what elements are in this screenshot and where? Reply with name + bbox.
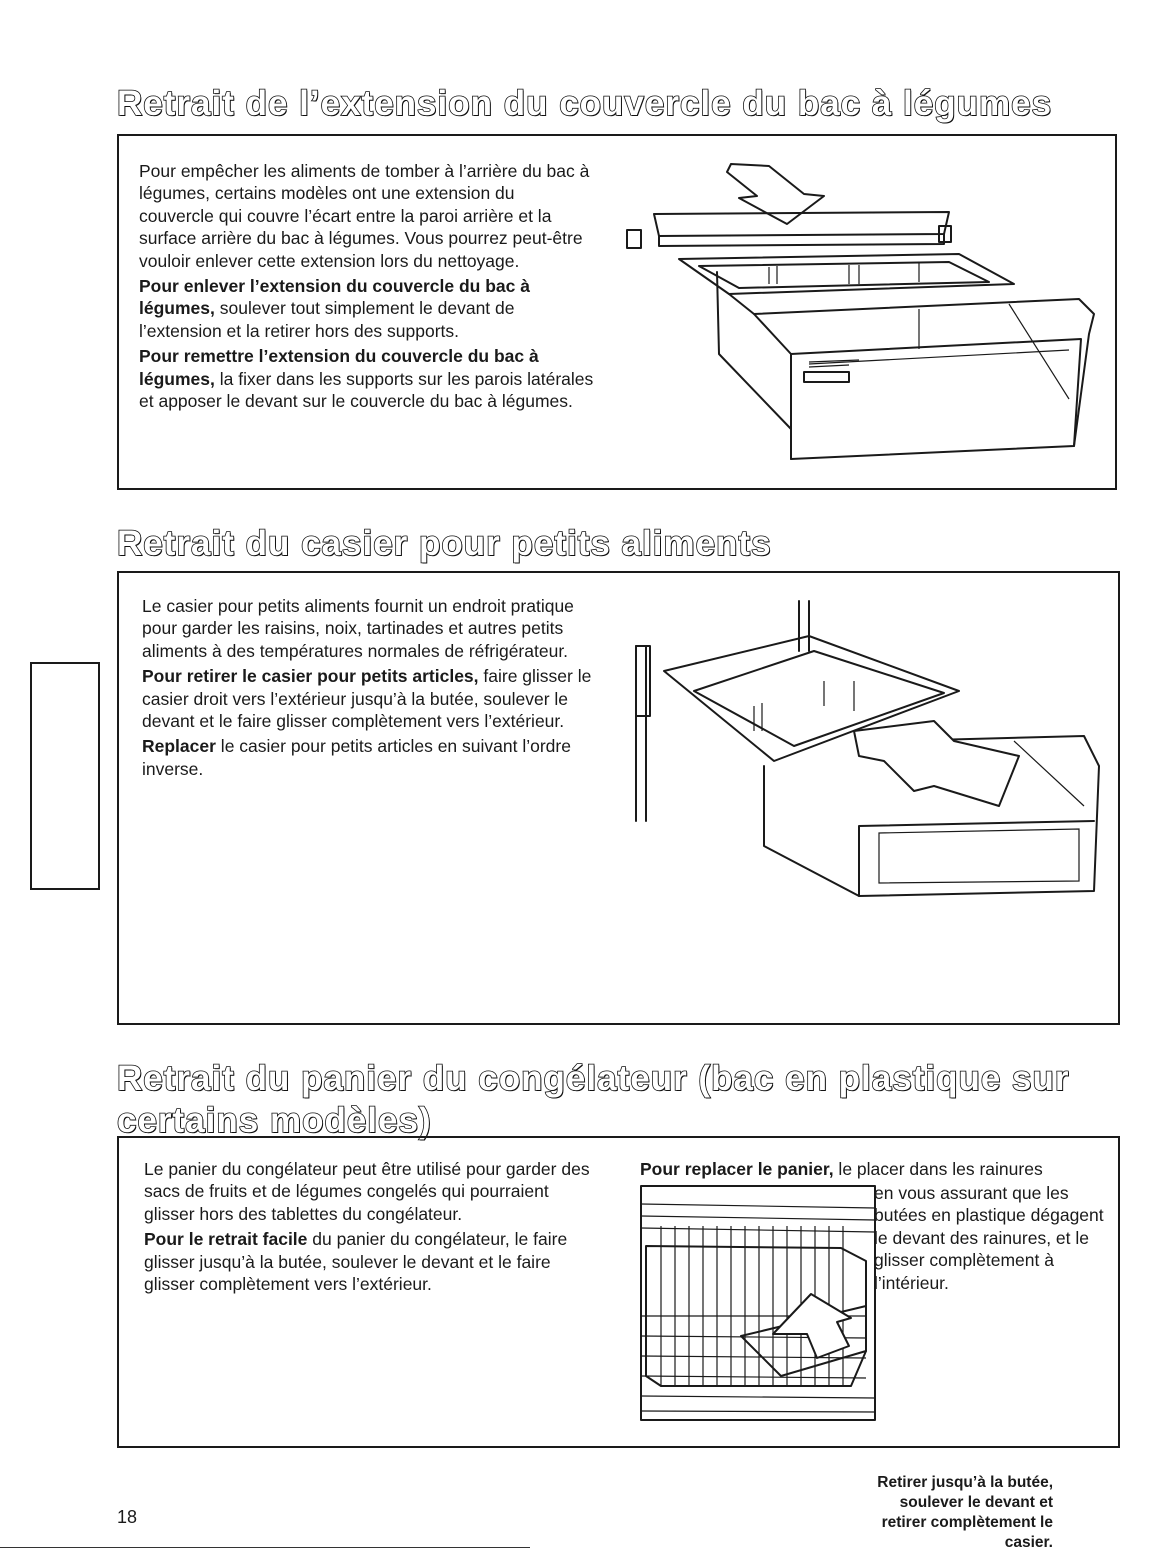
remove-instruction [139, 275, 594, 342]
remove-text: soulever tout simplement le devant de l’extension et la retirer hors des supports. [139, 298, 515, 341]
intro-paragraph: Pour empêcher les aliments de tomber à l’arrière du bac à légumes, certains modèles ont une extension du couvercle qui couvre l’écart entre la paroi arrière et la surface arrière du bac à légumes. Vous pourrez peut-être vouloir enlever cette extension lors du nettoyage. [139, 161, 590, 271]
replace-text-rest: en vous assurant que les butées en plastique dégagent le devant des rainures, et le glisser complètement à l’intérieur. [874, 1183, 1104, 1293]
section-text [139, 160, 594, 415]
remove-heading: Pour retirer le casier pour petits articles, [142, 666, 479, 687]
snack-pan-illustration [624, 591, 1104, 921]
crisper-cover-illustration [619, 154, 1109, 474]
page-number: 18 [117, 1507, 138, 1527]
remove-text: faire glisser le casier droit vers l’extérieur jusqu’à la butée, soulever le devant et le faire glisser complètement vers l’extérieur. [142, 666, 592, 732]
replace-heading: Replacer [142, 736, 216, 757]
intro-paragraph: Le casier pour petits aliments fournit un endroit pratique pour garder les raisins, noix, tartinades et autres petits aliments à des températures normales de réfrigérateur. [142, 596, 574, 661]
remove-text: du panier du congélateur, le faire glisser jusqu’à la butée, soulever le devant et le faire glisser complètement vers l’extérieur. [144, 1229, 568, 1295]
remove-heading: Pour le retrait facile [144, 1229, 308, 1250]
footer-rule [0, 1547, 530, 1548]
side-tab-marker [30, 662, 100, 890]
section-box-crisper-cover-extension [117, 134, 1117, 490]
remove-heading: Pour enlever l’extension du couvercle du bac à légumes, [139, 276, 530, 319]
remove-instruction [142, 665, 592, 732]
replace-heading: Pour remettre l’extension du couvercle du bac à légumes, [139, 346, 539, 389]
title-line-2: certains modèles) [117, 1101, 432, 1140]
replace-instruction [640, 1158, 1110, 1180]
replace-text-first: le placer dans les rainures [833, 1159, 1043, 1179]
replace-instruction [142, 735, 592, 780]
section-text-left [144, 1158, 594, 1298]
section-title-snack-pan: Retrait du casier pour petits aliments [117, 524, 772, 563]
freezer-basket-illustration [641, 1186, 876, 1422]
section-title-crisper-cover-extension: Retrait de l’extension du couvercle du bac à légumes [117, 84, 1053, 123]
title-line-1: Retrait du panier du congélateur (bac en plastique sur [117, 1059, 1070, 1098]
replace-instruction [139, 345, 594, 412]
replace-heading: Pour replacer le panier, [640, 1159, 834, 1179]
replace-text: le casier pour petits articles en suivant l’ordre inverse. [142, 736, 571, 779]
remove-instruction [144, 1228, 594, 1295]
replace-text: la fixer dans les supports sur les parois latérales et apposer le devant sur le couvercle du bac à légumes. [139, 368, 594, 412]
snack-pan-caption: Retirer jusqu’à la butée, soulever le devant et retirer complètement le casier. [877, 1474, 1053, 1551]
section-title-freezer-basket [117, 1058, 1070, 1142]
intro-paragraph: Le panier du congélateur peut être utilisé pour garder des sacs de fruits et de légumes congelés qui pourraient glisser hors des tablettes du congélateur. [144, 1159, 590, 1224]
section-box-freezer-basket [117, 1136, 1120, 1448]
section-text [142, 595, 592, 783]
